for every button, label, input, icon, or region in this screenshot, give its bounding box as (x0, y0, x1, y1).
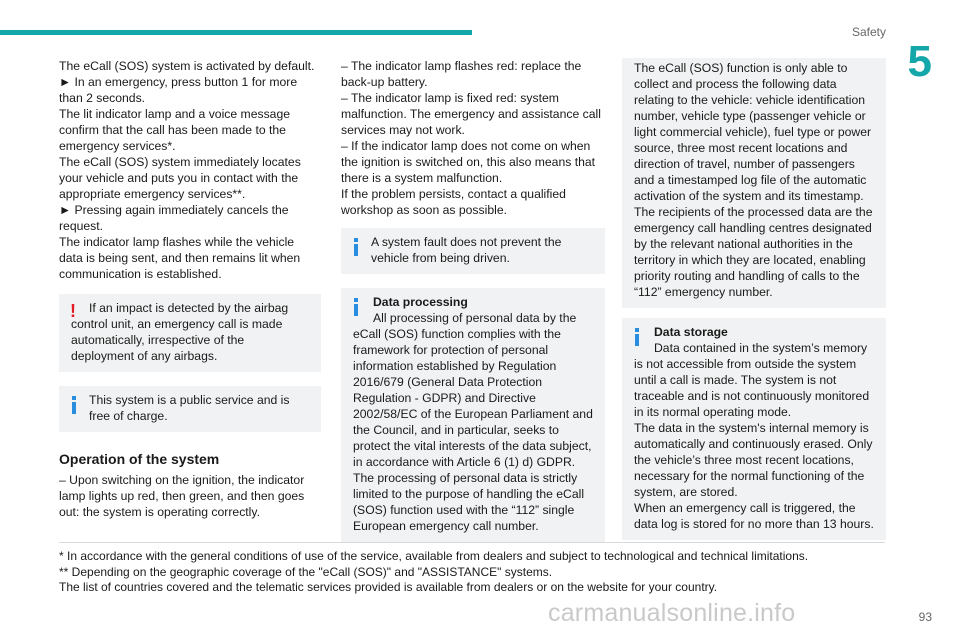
box-text: Data contained in the system’s memory is not accessible from outside the system until a call is made. The system is not traceable and is not continuously monitored in its normal operating mode. (634, 341, 870, 419)
box-text: The data in the system's internal memory is automatically and continuously erased. Only the vehicle’s three most recent locations, necessary for the normal functioning of the system, are stored. (634, 421, 873, 499)
page-number: 93 (918, 610, 932, 624)
paragraph: – The indicator lamp is fixed red: system malfunction. The emergency and assistance call services may not work. (341, 91, 601, 137)
section-title: Safety (851, 25, 886, 39)
box-text: The processing of personal data is strictly limited to the purpose of handling the eCall (SOS) function used with the “112” single European emergency call number. (353, 471, 585, 533)
info-text: This system is a public service and is free of charge. (89, 393, 290, 423)
warning-icon: ! (70, 301, 76, 321)
paragraph: – If the indicator lamp does not come on when the ignition is switched on, this also means that there is a system malfunction. (341, 139, 596, 185)
data-processing-box (341, 288, 605, 542)
paragraph: The indicator lamp flashes while the vehicle data is being sent, and then remains lit when communication is established. (59, 235, 301, 281)
info-icon (354, 298, 358, 316)
paragraph: The lit indicator lamp and a voice message confirm that the call has been made to the emergency services*. (59, 107, 291, 153)
box-title: Data storage (654, 325, 728, 339)
info-box (341, 228, 605, 274)
info-icon (354, 238, 358, 256)
paragraph: – The indicator lamp flashes red: replace the back-up battery. (341, 59, 582, 89)
footnotes (59, 542, 885, 596)
column-3 (622, 58, 886, 540)
info-icon (72, 396, 76, 414)
alert-text: If an impact is detected by the airbag control unit, an emergency call is made automatically, irrespective of the deployment of any airbags. (71, 301, 289, 363)
box-text: The eCall (SOS) function is only able to collect and process the following data relating to the vehicle: vehicle identification number, vehicle type (passenger vehicle or light commercial vehicle), fuel type or power source, three most recent locations and direction of travel, number of passengers and a timestamped log file of the automatic activation of the system and its timestamp. (634, 61, 872, 203)
box-text: The recipients of the processed data are the emergency call handling centres designated by the relevant national authorities in the territory in which they are located, enabling priority routing and handling of calls to the “112” emergency number. (634, 205, 873, 299)
info-box (59, 386, 321, 432)
info-text: A system fault does not prevent the vehicle from being driven. (371, 235, 562, 265)
footnote: ** Depending on the geographic coverage of the "eCall (SOS)" and "ASSISTANCE" systems. (59, 564, 553, 579)
alert-box (59, 294, 321, 372)
paragraph: The eCall (SOS) system immediately locates your vehicle and puts you in contact with the appropriate emergency services**. (59, 155, 301, 201)
paragraph: If the problem persists, contact a qualified workshop as soon as possible. (341, 187, 566, 217)
data-collection-box (622, 58, 886, 308)
chapter-number: 5 (907, 37, 932, 86)
info-icon (635, 328, 639, 346)
column-1 (59, 58, 321, 520)
footnote: The list of countries covered and the telematic services provided is available from dealers or on the website for your country. (59, 580, 718, 594)
column-2 (341, 58, 605, 542)
section-heading: Operation of the system (59, 451, 220, 467)
box-text: When an emergency call is triggered, the data log is stored for no more than 13 hours. (634, 501, 874, 531)
paragraph: ► Pressing again immediately cancels the request. (59, 203, 289, 233)
footnote: * In accordance with the general conditions of use of the service, available from dealers and subject to technological and technical limitations. (59, 549, 809, 563)
data-storage-box (622, 318, 886, 540)
paragraph: The eCall (SOS) system is activated by default. (59, 59, 315, 73)
paragraph: – Upon switching on the ignition, the indicator lamp lights up red, then green, and then goes out: the system is operating correctly. (59, 473, 305, 519)
box-title: Data processing (373, 295, 468, 309)
box-text: All processing of personal data by the eCall (SOS) function complies with the framework for protection of personal information established by Regulation 2016/679 (General Data Protection Regulation - GDPR) and Directive 2002/58/EC of the European Parliament and the Council, and in particular, seeks to protect the vital interests of the data subject, in accordance with Article 6 (1) d) GDPR. (353, 311, 593, 469)
header-accent-bar (0, 30, 472, 35)
paragraph: ► In an emergency, press button 1 for more than 2 seconds. (59, 75, 298, 105)
watermark: carmanualsonline.info (548, 599, 796, 627)
